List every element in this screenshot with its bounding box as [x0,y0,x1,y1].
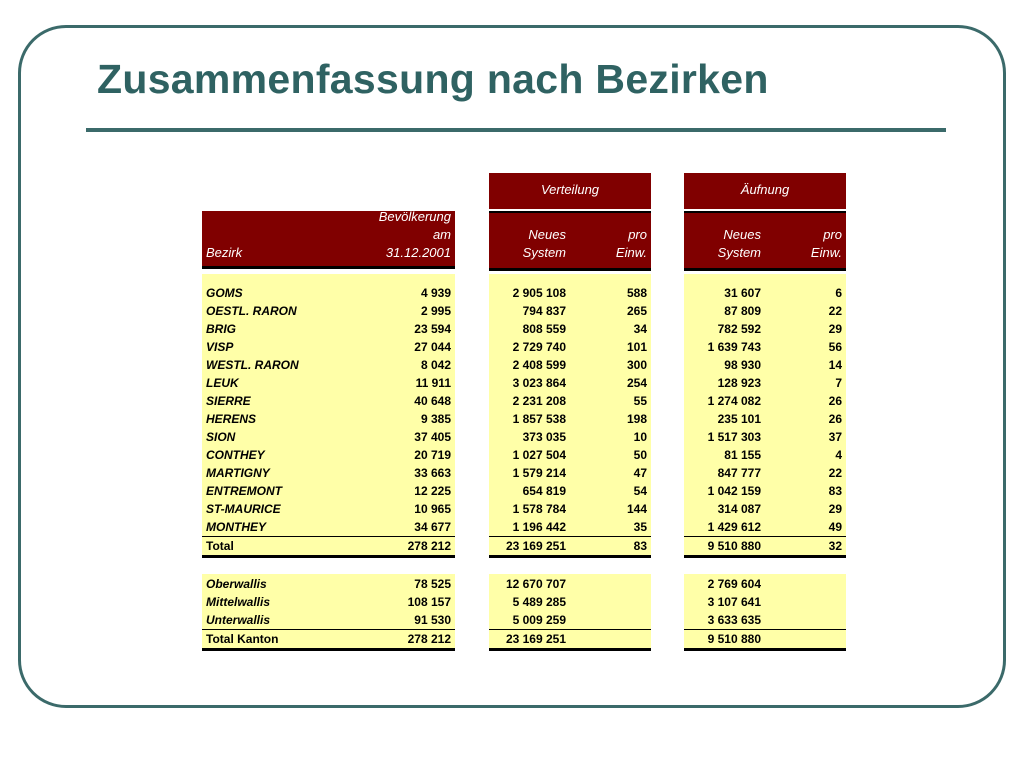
table-row [202,482,455,500]
title-divider [86,128,946,132]
header-aeufnung-label: Äufnung [740,182,790,197]
district-name: ENTREMONT [206,484,282,498]
district-a-sys: 87 809 [724,304,761,318]
table-row [684,284,846,302]
district-v-sys: 1 196 442 [512,520,566,534]
table-row [489,338,651,356]
total-row [684,536,846,558]
district-a-pro: 14 [828,358,842,372]
region-v-sys: 5 009 259 [512,613,566,627]
table-row [684,356,846,374]
districts-verteilung-column [489,274,651,557]
districts-bezirk-column [202,274,455,557]
header-v-neues: Neues [528,227,566,242]
header-v-system: System [522,245,566,260]
district-a-sys: 81 155 [724,448,761,462]
district-bev: 37 405 [414,430,451,444]
district-v-sys: 3 023 864 [512,376,566,390]
table-row [489,284,651,302]
district-name: OESTL. RARON [206,304,297,318]
district-name: SIERRE [206,394,251,408]
table-row [489,320,651,338]
district-v-sys: 1 857 538 [512,412,566,426]
district-bev: 8 042 [420,358,451,372]
district-bev: 20 719 [414,448,451,462]
table-row [684,611,846,629]
district-bev: 2 995 [420,304,451,318]
district-a-sys: 128 923 [717,376,761,390]
district-a-pro: 83 [828,484,842,498]
district-v-pro: 35 [633,520,647,534]
district-a-sys: 1 274 082 [707,394,761,408]
district-v-pro: 55 [633,394,647,408]
district-a-sys: 1 517 303 [707,430,761,444]
district-name: LEUK [206,376,239,390]
region-name: Unterwallis [206,613,271,627]
table-row [202,320,455,338]
total-kanton-bev: 278 212 [407,632,451,646]
district-name: GOMS [206,286,243,300]
table-row [202,518,455,536]
district-v-sys: 1 579 214 [512,466,566,480]
header-verteilung-label: Verteilung [540,182,600,197]
total-kanton-name: Total Kanton [206,632,279,646]
district-bev: 9 385 [420,412,451,426]
district-bev: 10 965 [414,502,451,516]
district-bev: 4 939 [420,286,451,300]
district-a-pro: 49 [828,520,842,534]
table-row [684,518,846,536]
table-row [489,464,651,482]
total-row [489,629,651,651]
region-v-sys: 12 670 707 [505,577,566,591]
table-row [489,446,651,464]
district-v-pro: 588 [626,286,647,300]
district-a-pro: 22 [828,304,842,318]
header-bev-line1: Bevölkerung [378,209,451,224]
region-bev: 91 530 [414,613,451,627]
district-a-pro: 29 [828,322,842,336]
header-verteilung-sub [489,211,651,271]
total-kanton-v-sys: 23 169 251 [505,632,566,646]
table-row [684,392,846,410]
table-row [202,611,455,629]
district-a-pro: 22 [828,466,842,480]
district-name: HERENS [206,412,257,426]
table-row [202,410,455,428]
district-v-pro: 10 [633,430,647,444]
region-name: Mittelwallis [206,595,271,609]
table-row [489,500,651,518]
district-v-sys: 373 035 [522,430,566,444]
total-kanton-a-sys: 9 510 880 [707,632,761,646]
total-bev: 278 212 [407,539,451,553]
district-bev: 34 677 [414,520,451,534]
header-a-neues: Neues [723,227,761,242]
table-row [684,464,846,482]
table-row [684,374,846,392]
district-a-pro: 26 [828,412,842,426]
district-v-pro: 300 [626,358,647,372]
district-v-pro: 101 [626,340,647,354]
district-a-pro: 29 [828,502,842,516]
region-bev: 108 157 [407,595,451,609]
district-a-sys: 1 639 743 [707,340,761,354]
header-a-system: System [717,245,761,260]
table-row [684,338,846,356]
district-a-pro: 26 [828,394,842,408]
table-row [489,374,651,392]
header-v-pro: pro [628,227,647,242]
district-v-sys: 808 559 [522,322,566,336]
table-row [489,518,651,536]
table-row [489,428,651,446]
district-v-pro: 254 [626,376,647,390]
total-a-pro: 32 [828,539,842,553]
district-v-sys: 2 905 108 [512,286,566,300]
header-bev-line2: am [432,227,451,242]
total-v-sys: 23 169 251 [505,539,566,553]
header-aeufnung-sub [684,211,846,271]
district-name: MARTIGNY [206,466,270,480]
district-v-pro: 34 [633,322,647,336]
table-row [202,464,455,482]
district-a-sys: 314 087 [717,502,761,516]
district-v-pro: 50 [633,448,647,462]
table-row [684,500,846,518]
table-row [202,575,455,593]
table-row [202,500,455,518]
district-name: WESTL. RARON [206,358,299,372]
table-row [489,575,651,593]
table-row [684,302,846,320]
region-a-sys: 3 633 635 [707,613,761,627]
table-row [489,392,651,410]
district-name: MONTHEY [206,520,266,534]
district-v-sys: 1 578 784 [512,502,566,516]
district-v-sys: 2 231 208 [512,394,566,408]
district-name: BRIG [206,322,236,336]
header-bev-line3: 31.12.2001 [385,245,451,260]
district-a-sys: 31 607 [724,286,761,300]
district-name: ST-MAURICE [206,502,281,516]
table-row [684,428,846,446]
table-row [684,320,846,338]
table-row [202,338,455,356]
district-v-sys: 794 837 [522,304,566,318]
district-a-sys: 235 101 [717,412,761,426]
table-row [202,392,455,410]
regions-aeufnung-column [684,574,846,649]
districts-aeufnung-column [684,274,846,557]
header-aeufnung [684,173,846,209]
table-row [684,410,846,428]
district-v-sys: 654 819 [522,484,566,498]
district-v-pro: 54 [633,484,647,498]
header-bezirk: Bezirk [206,245,243,260]
header-verteilung [489,173,651,209]
district-v-pro: 265 [626,304,647,318]
district-bev: 33 663 [414,466,451,480]
region-a-sys: 2 769 604 [707,577,761,591]
district-v-sys: 2 729 740 [512,340,566,354]
region-name: Oberwallis [206,577,267,591]
table-row [489,611,651,629]
district-v-pro: 47 [633,466,647,480]
district-a-sys: 847 777 [717,466,761,480]
region-a-sys: 3 107 641 [707,595,761,609]
regions-bezirk-column [202,574,455,649]
table-row [202,593,455,611]
district-name: VISP [206,340,234,354]
header-bezirk-block [202,211,455,269]
table-row [684,593,846,611]
table-row [202,374,455,392]
total-name: Total [206,539,234,553]
page-title: Zusammenfassung nach Bezirken [97,56,769,102]
table-row [202,284,455,302]
district-bev: 11 911 [415,376,451,390]
district-v-sys: 2 408 599 [512,358,566,372]
table-row [684,446,846,464]
table-row [489,482,651,500]
table-row [489,302,651,320]
table-row [489,356,651,374]
header-a-pro: pro [823,227,842,242]
regions-verteilung-column [489,574,651,649]
district-bev: 23 594 [414,322,451,336]
total-row [684,629,846,651]
total-row [489,536,651,558]
district-a-pro: 4 [835,448,842,462]
district-bev: 40 648 [414,394,451,408]
district-name: SION [206,430,236,444]
district-a-sys: 98 930 [724,358,761,372]
table-row [202,302,455,320]
total-row [202,629,455,651]
table-row [202,446,455,464]
table-row [684,482,846,500]
district-a-sys: 782 592 [717,322,761,336]
region-v-sys: 5 489 285 [512,595,566,609]
total-v-pro: 83 [633,539,647,553]
district-a-sys: 1 042 159 [707,484,761,498]
table-row [489,593,651,611]
total-row [202,536,455,558]
district-name: CONTHEY [206,448,265,462]
district-a-pro: 7 [835,376,842,390]
district-v-pro: 198 [626,412,647,426]
table-row [489,410,651,428]
district-bev: 12 225 [414,484,451,498]
district-a-pro: 56 [828,340,842,354]
district-a-pro: 6 [835,286,842,300]
district-a-pro: 37 [828,430,842,444]
region-bev: 78 525 [414,577,451,591]
header-a-einw: Einw. [810,245,842,260]
district-bev: 27 044 [414,340,451,354]
district-v-sys: 1 027 504 [512,448,566,462]
district-v-pro: 144 [626,502,647,516]
district-a-sys: 1 429 612 [707,520,761,534]
table-row [202,428,455,446]
total-a-sys: 9 510 880 [707,539,761,553]
header-v-einw: Einw. [615,245,647,260]
table-row [202,356,455,374]
table-row [684,575,846,593]
